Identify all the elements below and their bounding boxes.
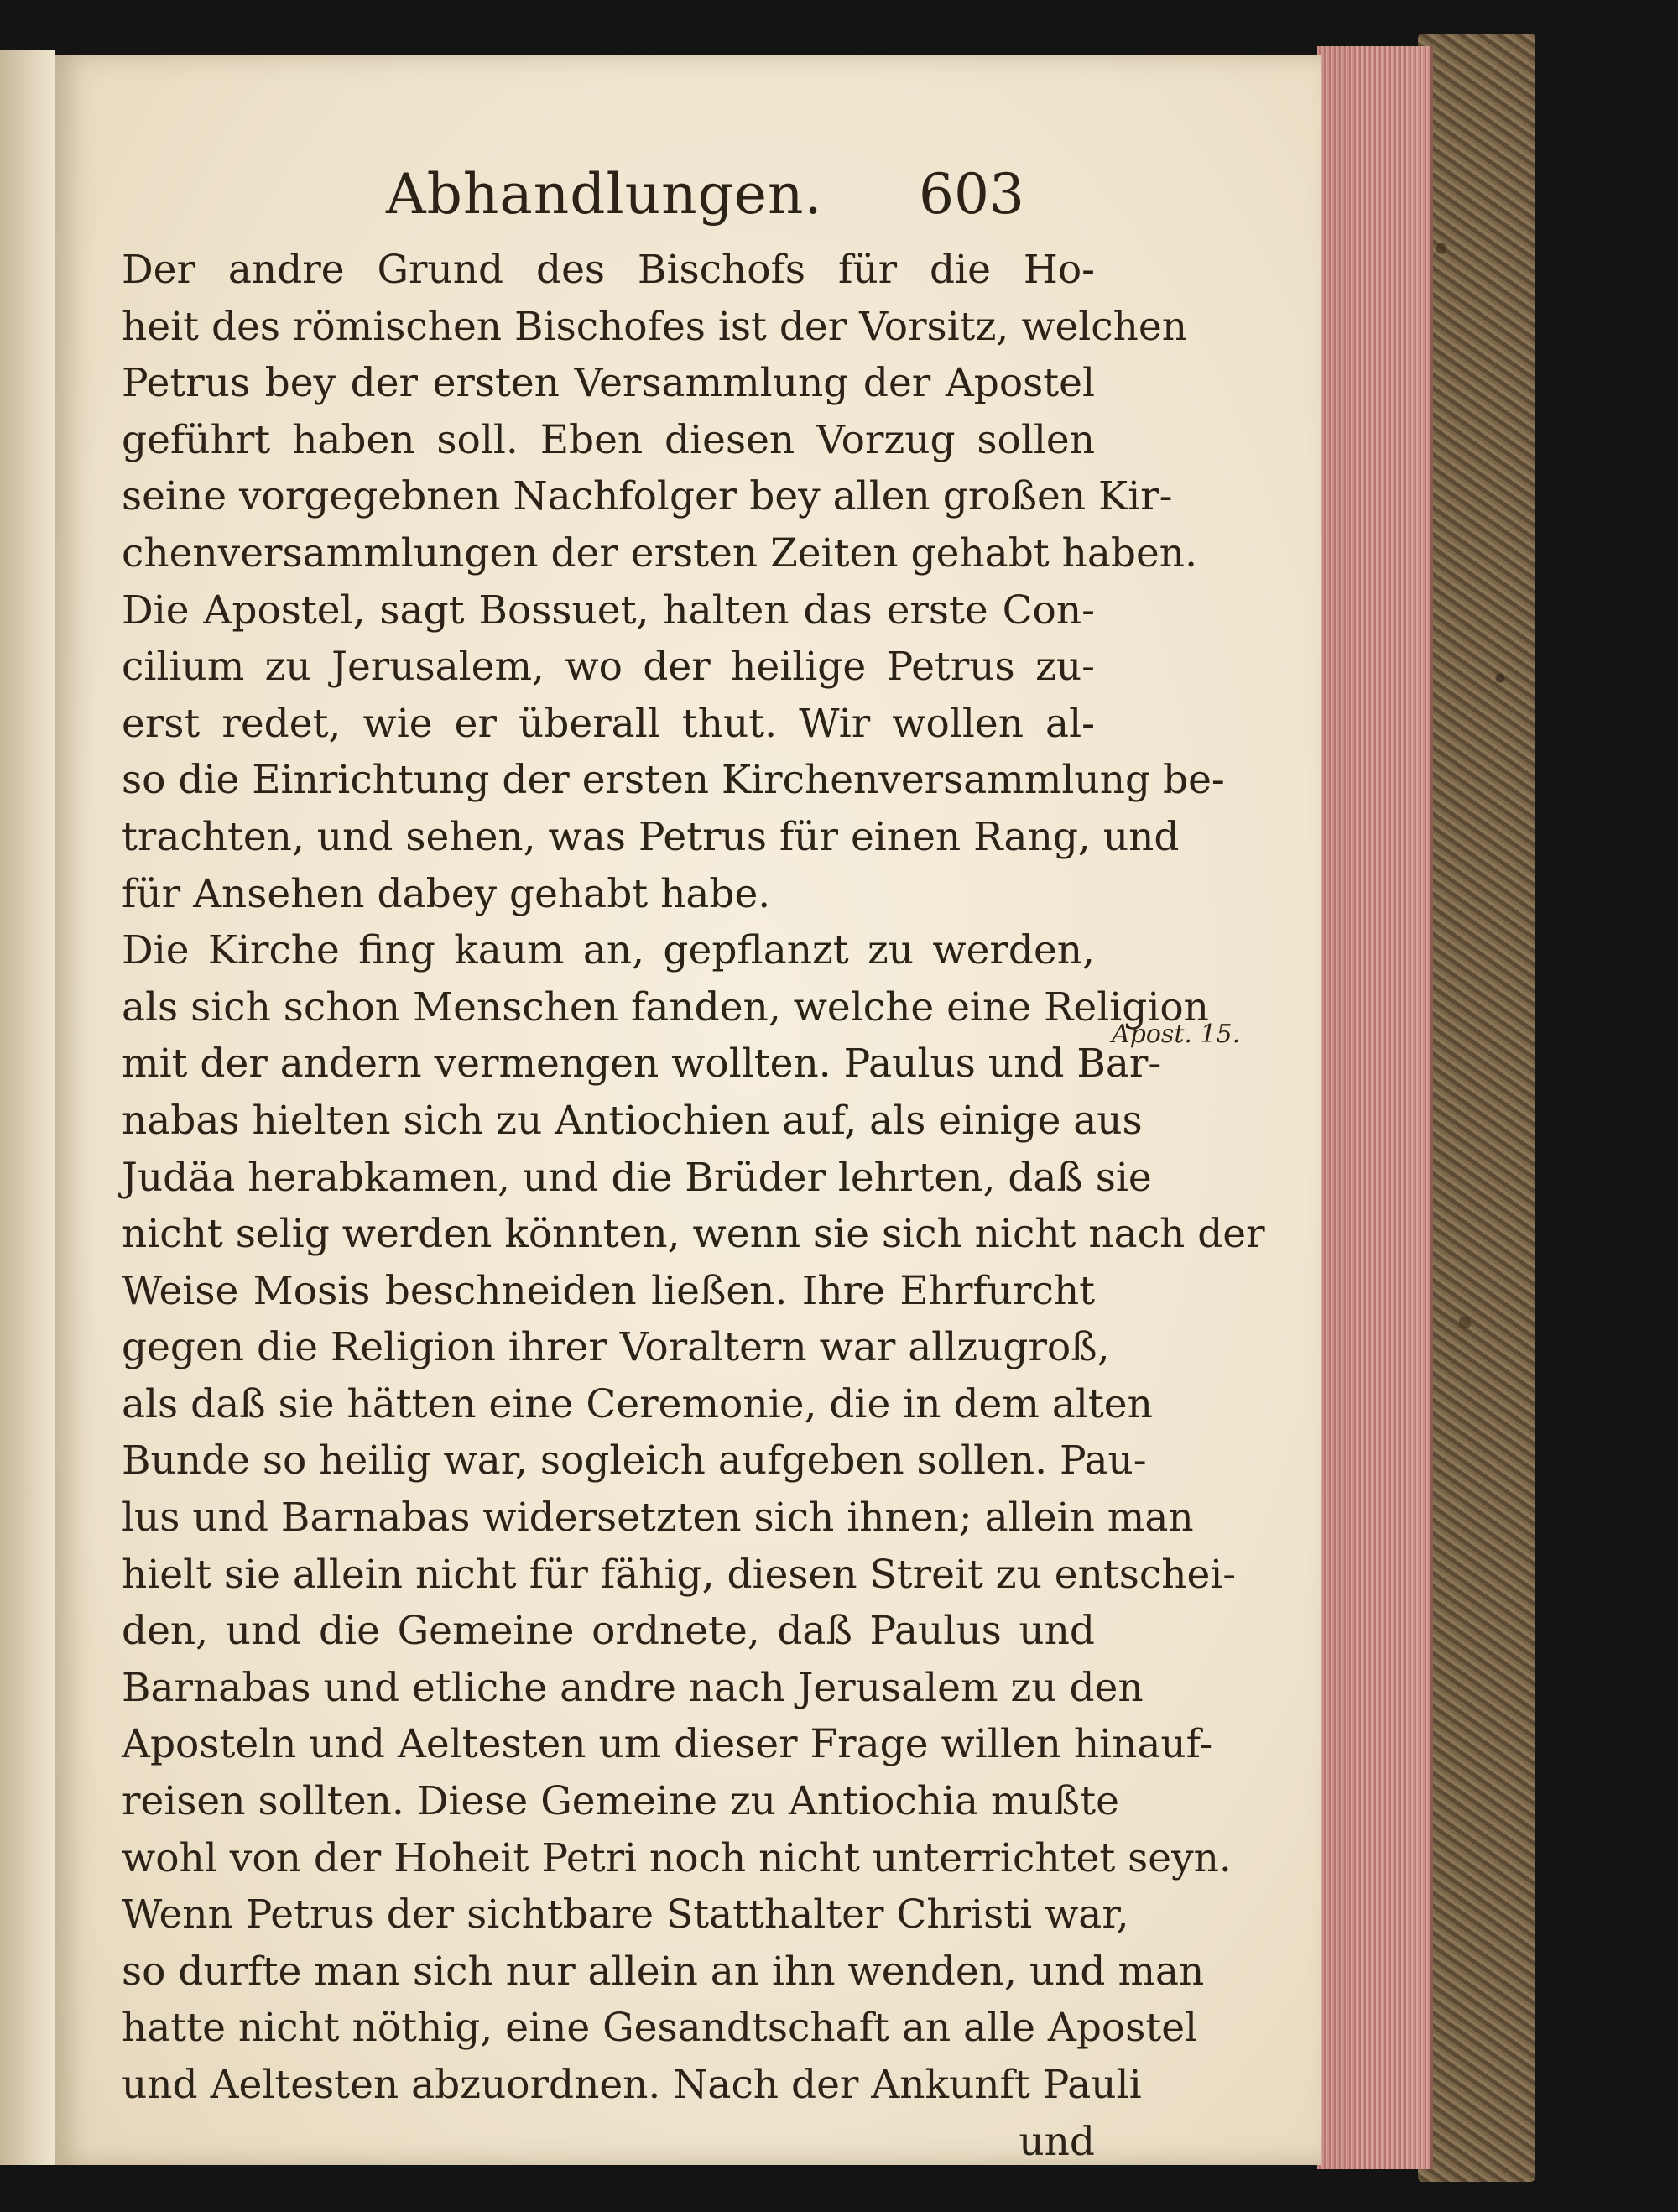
- text-line: Wenn Petrus der sichtbare Statthalter Christi war,: [122, 1891, 1129, 1938]
- text-line: heit des römischen Bischofes ist der Vorsitz, welchen: [122, 303, 1187, 350]
- book-cover-edge: [1418, 34, 1535, 2182]
- book-page: [55, 55, 1321, 2165]
- text-line: wohl von der Hoheit Petri noch nicht unterrichtet seyn.: [122, 1834, 1232, 1881]
- text-line: Der andre Grund des Bischofs für die Ho-: [122, 247, 1095, 293]
- text-line: und Aeltesten abzuordnen. Nach der Ankunft Pauli: [122, 2062, 1142, 2108]
- text-line: als sich schon Menschen fanden, welche eine Religion: [122, 983, 1209, 1030]
- text-line: nabas hielten sich zu Antiochien auf, als einige aus: [122, 1097, 1143, 1144]
- text-line: so durfte man sich nur allein an ihn wenden, und man: [122, 1948, 1205, 1995]
- text-line: hatte nicht nöthig, eine Gesandtschaft an alle Apostel: [122, 2005, 1198, 2052]
- text-line: nicht selig werden könnten, wenn sie sich nicht nach der: [122, 1211, 1265, 1258]
- text-line: erst redet, wie er überall thut. Wir wollen al-: [122, 700, 1095, 747]
- text-line: den, und die Gemeine ordnete, daß Paulus und: [122, 1608, 1095, 1655]
- text-line: gegen die Religion ihrer Voraltern war allzugroß,: [122, 1324, 1110, 1371]
- text-line: trachten, und sehen, was Petrus für einen Rang, und: [122, 813, 1180, 860]
- text-line: cilium zu Jerusalem, wo der heilige Petrus zu-: [122, 644, 1095, 691]
- page-number: 603: [919, 162, 1024, 227]
- text-line: hielt sie allein nicht für fähig, diesen Streit zu entschei-: [122, 1551, 1237, 1598]
- margin-note: Apost. 15.: [1112, 1020, 1241, 1049]
- text-line: so die Einrichtung der ersten Kirchenversammlung be-: [122, 757, 1225, 804]
- text-line: Aposteln und Aeltesten um dieser Frage willen hinauf-: [122, 1721, 1213, 1768]
- text-line: reisen sollten. Diese Gemeine zu Antiochia mußte: [122, 1778, 1119, 1825]
- text-line: geführt haben soll. Eben diesen Vorzug sollen: [122, 416, 1095, 463]
- text-line: Weise Mosis beschneiden ließen. Ihre Ehrfurcht: [122, 1267, 1095, 1314]
- text-line: als daß sie hätten eine Ceremonie, die in dem alten: [122, 1380, 1153, 1427]
- text-line: chenversammlungen der ersten Zeiten gehabt haben.: [122, 530, 1198, 576]
- text-line: Judäa herabkamen, und die Brüder lehrten, daß sie: [122, 1154, 1152, 1201]
- text-line: mit der andern vermengen wollten. Paulus und Bar-: [122, 1041, 1162, 1088]
- text-line: Barnabas und etliche andre nach Jerusalem zu den: [122, 1664, 1144, 1711]
- text-line: Petrus bey der ersten Versammlung der Apostel: [122, 360, 1095, 407]
- text-line: lus und Barnabas widersetzten sich ihnen; allein man: [122, 1495, 1194, 1542]
- text-line: für Ansehen dabey gehabt habe.: [122, 870, 771, 917]
- running-header: Abhandlungen.: [386, 162, 823, 227]
- page-block-edge: [1317, 46, 1433, 2169]
- text-line: Die Apostel, sagt Bossuet, halten das erste Con-: [122, 587, 1095, 634]
- left-page-edge: [0, 50, 55, 2165]
- catchword: und: [1019, 2118, 1095, 2165]
- text-line: seine vorgegebnen Nachfolger bey allen großen Kir-: [122, 473, 1173, 520]
- text-line: Die Kirche fing kaum an, gepflanzt zu werden,: [122, 927, 1095, 974]
- text-line: Bunde so heilig war, sogleich aufgeben sollen. Pau-: [122, 1437, 1147, 1484]
